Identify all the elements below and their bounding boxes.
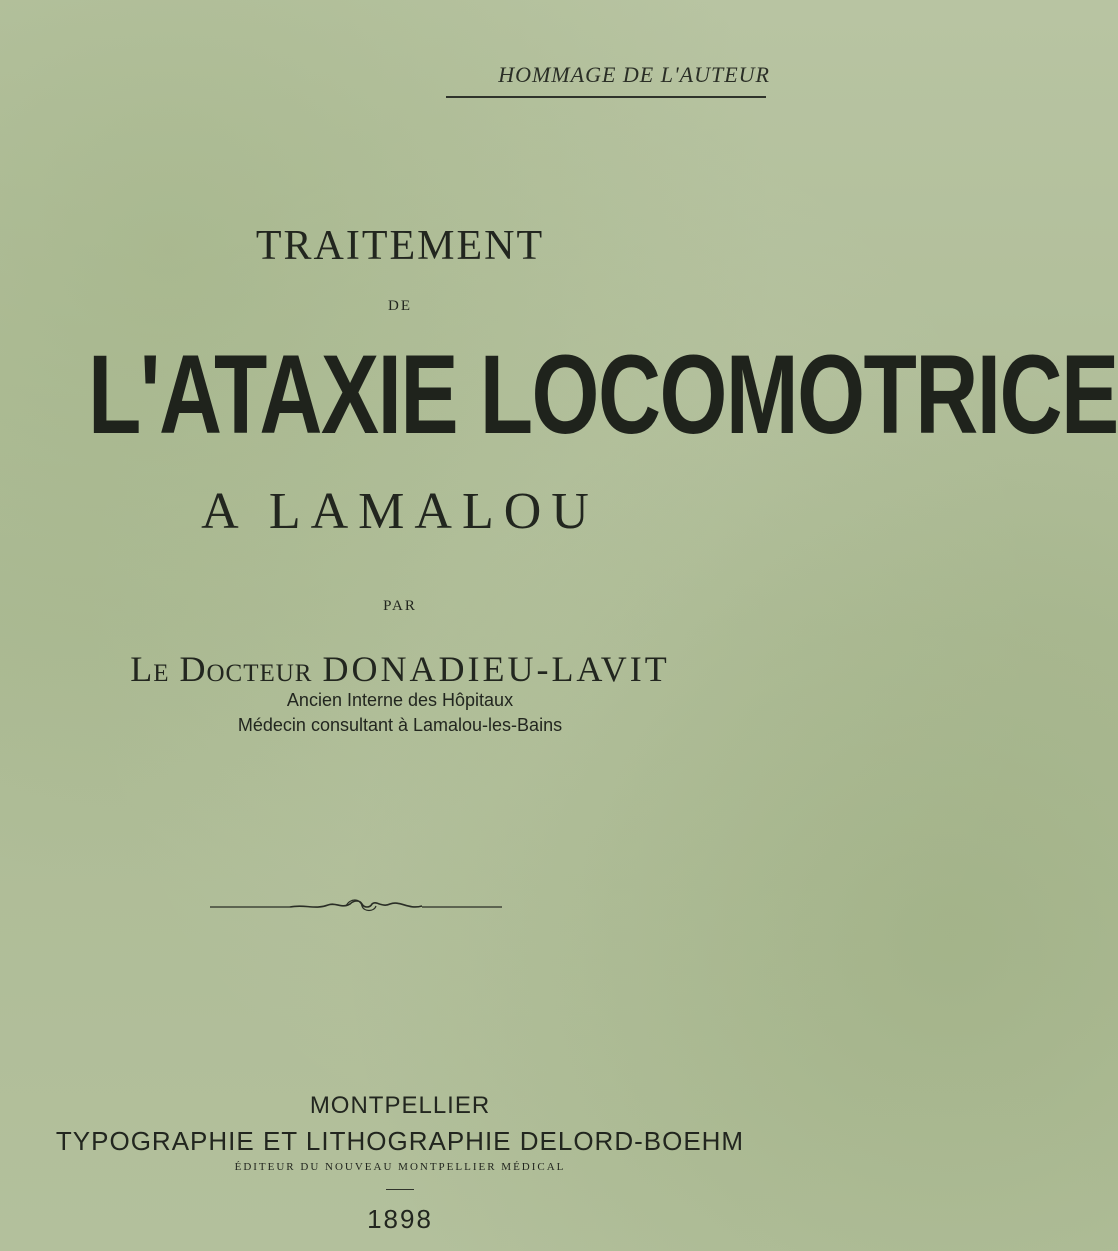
title-connector: DE [388,298,412,314]
dedication-underline [446,96,766,98]
title-line-3: A LAMALOU [201,483,599,540]
author-credential-1: Ancien Interne des Hôpitaux [286,690,514,710]
author-name: DONADIEU-LAVIT [322,649,670,689]
title-line-2: L'ATAXIE LOCOMOTRICE [88,332,1118,457]
ornament-flourish-icon [210,894,502,918]
byline-par: PAR [383,598,417,614]
title-line-1: TRAITEMENT [255,223,545,269]
imprint-divider [386,1189,414,1190]
author-line [0,648,800,690]
author-dedication: HOMMAGE DE L'AUTEUR [498,62,770,87]
imprint-editor: ÉDITEUR DU NOUVEAU MONTPELLIER MÉDICAL [234,1161,566,1173]
author-prefix: Le Docteur [130,649,313,689]
author-credential-2: Médecin consultant à Lamalou-les-Bains [237,715,563,735]
imprint-printer: TYPOGRAPHIE ET LITHOGRAPHIE DELORD-BOEHM [55,1126,745,1156]
imprint-year: 1898 [367,1204,433,1234]
imprint-city: MONTPELLIER [309,1092,491,1119]
